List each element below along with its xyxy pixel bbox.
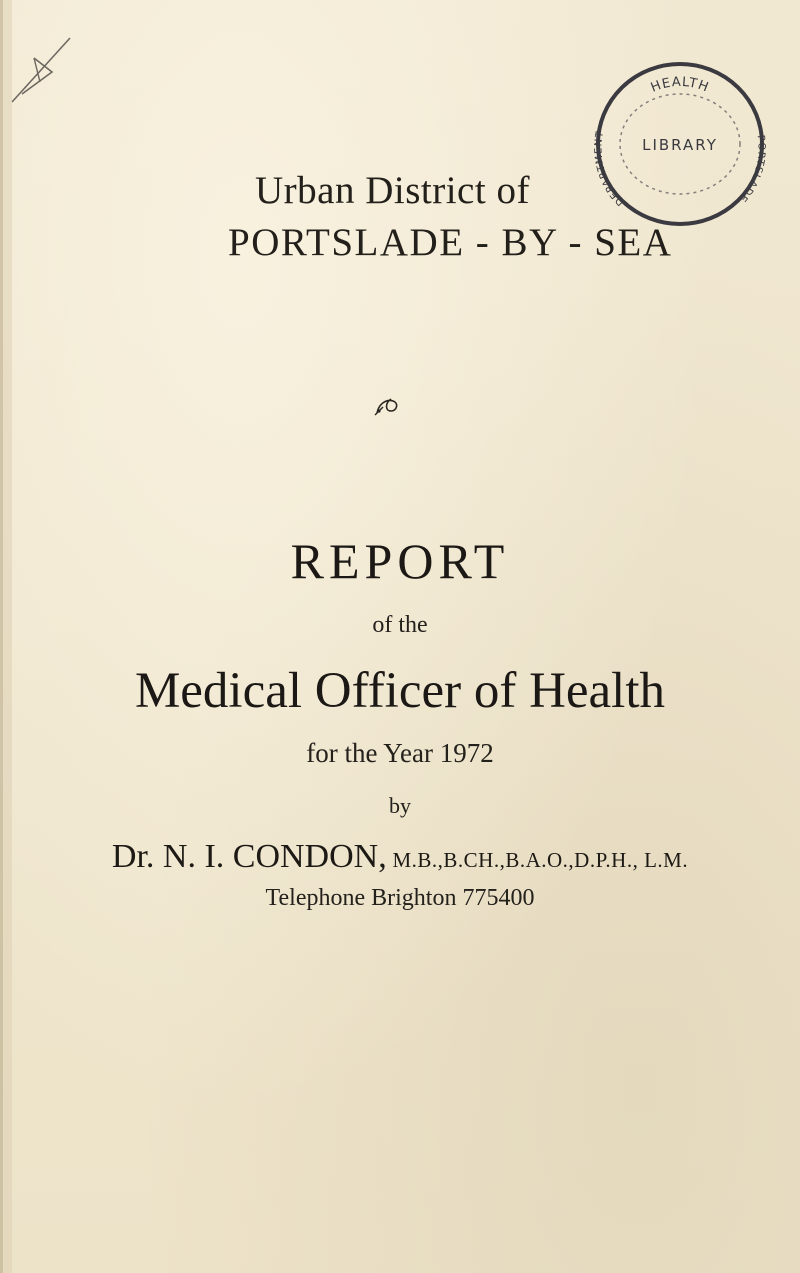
svg-text:PORTSLADE — [736, 134, 766, 204]
stamp-arc-top: HEALTH — [648, 74, 712, 96]
stamp-center-text: LIBRARY — [642, 136, 718, 154]
district-line-1: Urban District of — [255, 169, 530, 212]
of-the-text: of the — [372, 612, 428, 638]
report-title: REPORT — [290, 533, 510, 589]
stamp-arc-left: DEPARTMENT — [593, 129, 627, 208]
author-name: Dr. N. I. CONDON, — [111, 838, 387, 875]
officer-title: Medical Officer of Health — [134, 663, 666, 719]
corner-pencil-mark — [4, 32, 76, 104]
report-year: for the Year 1972 — [306, 738, 494, 768]
library-stamp — [590, 56, 770, 232]
ornament-mark — [373, 393, 403, 419]
district-line-2: PORTSLADE - BY - SEA — [228, 221, 673, 264]
svg-text:DEPARTMENT — [593, 130, 626, 208]
stamp-arc-right: PORTSLADE — [736, 134, 767, 205]
telephone-line: Telephone Brighton 775400 — [265, 885, 535, 911]
author-line — [0, 838, 800, 876]
author-qualifications: M.B.,B.CH.,B.A.O.,D.P.H., L.M. — [386, 848, 689, 872]
by-text: by — [389, 793, 411, 818]
svg-text:HEALTH — [649, 75, 711, 96]
